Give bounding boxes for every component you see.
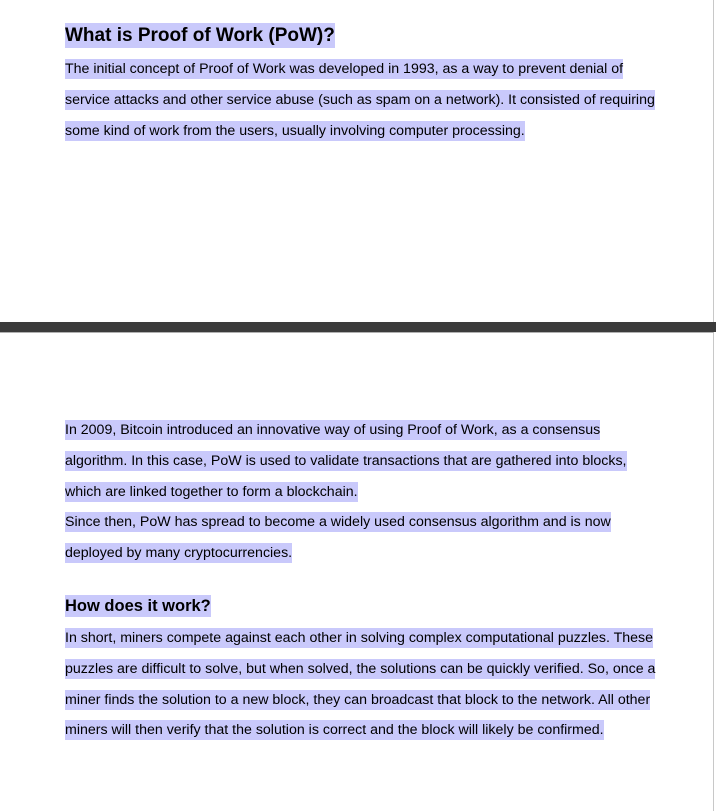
page-2-content	[65, 415, 665, 746]
page-heading-text[interactable]: What is Proof of Work (PoW)?	[65, 25, 335, 46]
intro-paragraph[interactable]	[65, 54, 665, 146]
spread-paragraph[interactable]	[65, 507, 665, 569]
page-1-content	[65, 24, 665, 146]
how-it-works-paragraph[interactable]	[65, 623, 665, 746]
section-heading-text[interactable]: How does it work?	[65, 596, 211, 615]
page-separator	[0, 322, 716, 332]
bitcoin-paragraph-text[interactable]: In 2009, Bitcoin introduced an innovative way of using Proof of Work, as a consensus algorithm. In this case, PoW is used to validate transactions that are gathered into blocks, which are linked together to form a blockchain.	[65, 422, 627, 500]
how-it-works-paragraph-text[interactable]: In short, miners compete against each other in solving complex computational puzzles. These puzzles are difficult to solve, but when solved, the solutions can be quickly verified. So, once a miner finds the solution to a new block, they can broadcast that block to the network. All other miners will then verify that the solution is correct and the block will likely be confirmed.	[65, 629, 656, 739]
bitcoin-paragraph[interactable]	[65, 415, 665, 507]
document-page-1	[0, 0, 714, 322]
section-heading[interactable]	[65, 594, 665, 618]
spread-paragraph-text[interactable]: Since then, PoW has spread to become a widely used consensus algorithm and is now deployed by many cryptocurrencies.	[65, 514, 611, 562]
page-heading[interactable]	[65, 24, 665, 48]
document-page-2	[0, 332, 714, 811]
intro-paragraph-text[interactable]: The initial concept of Proof of Work was developed in 1993, as a way to prevent denial of service attacks and other service abuse (such as spam on a network). It consisted of requiring some kind of work from the users, usually involving computer processing.	[65, 61, 655, 139]
